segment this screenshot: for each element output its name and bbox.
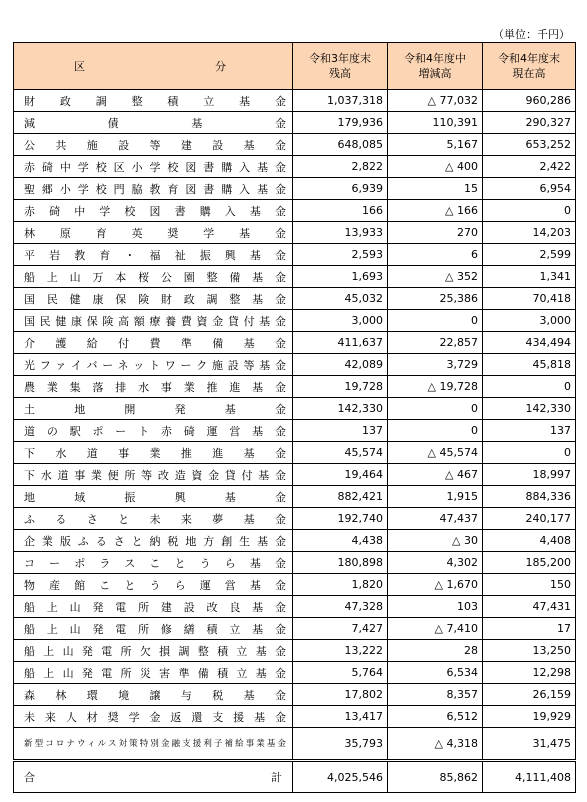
table-row bbox=[14, 112, 576, 134]
r3-balance: 13,222 bbox=[293, 640, 388, 662]
table-row bbox=[14, 442, 576, 464]
r3-balance: 137 bbox=[293, 420, 388, 442]
table-row bbox=[14, 376, 576, 398]
header-category-b: 分 bbox=[215, 59, 232, 73]
table-row bbox=[14, 684, 576, 706]
r4-change: △ 166 bbox=[388, 200, 483, 222]
r4-balance: 142,330 bbox=[483, 398, 576, 420]
r3-balance: 648,085 bbox=[293, 134, 388, 156]
r3-balance: 17,802 bbox=[293, 684, 388, 706]
r3-balance: 19,728 bbox=[293, 376, 388, 398]
r3-balance: 882,421 bbox=[293, 486, 388, 508]
r4-balance: 13,250 bbox=[483, 640, 576, 662]
fund-name: 企業版ふるさと納税地方創生基金 bbox=[14, 530, 293, 552]
r4-balance: 47,431 bbox=[483, 596, 576, 618]
total-change: 85,862 bbox=[388, 761, 483, 793]
table-row bbox=[14, 178, 576, 200]
table-row bbox=[14, 574, 576, 596]
r3-balance: 180,898 bbox=[293, 552, 388, 574]
header-category bbox=[14, 43, 293, 90]
fund-name: 聖郷小学校門脇教育図書購入基金 bbox=[14, 178, 293, 200]
r4-balance: 12,298 bbox=[483, 662, 576, 684]
r4-change: △ 1,670 bbox=[388, 574, 483, 596]
r4-balance: 185,200 bbox=[483, 552, 576, 574]
r4-change: 4,302 bbox=[388, 552, 483, 574]
r3-balance: 13,933 bbox=[293, 222, 388, 244]
fund-name: 地域振興基金 bbox=[14, 486, 293, 508]
r4-balance: 2,422 bbox=[483, 156, 576, 178]
table-row bbox=[14, 156, 576, 178]
r3-balance: 42,089 bbox=[293, 354, 388, 376]
r3-balance: 1,693 bbox=[293, 266, 388, 288]
table-row bbox=[14, 420, 576, 442]
total-label-a: 合 bbox=[24, 771, 35, 784]
fund-name: 農業集落排水事業推進基金 bbox=[14, 376, 293, 398]
r4-change: 8,357 bbox=[388, 684, 483, 706]
r4-change: △ 352 bbox=[388, 266, 483, 288]
r4-change: 15 bbox=[388, 178, 483, 200]
r4-change: 47,437 bbox=[388, 508, 483, 530]
table-row bbox=[14, 354, 576, 376]
r3-balance: 411,637 bbox=[293, 332, 388, 354]
header-category-a: 区 bbox=[74, 59, 91, 73]
table-row bbox=[14, 332, 576, 354]
r4-balance: 26,159 bbox=[483, 684, 576, 706]
table-row bbox=[14, 530, 576, 552]
r4-change: 6,534 bbox=[388, 662, 483, 684]
header-r3-balance: 令和3年度末 残高 bbox=[293, 43, 388, 90]
fund-name: 道の駅ポート赤碕運営基金 bbox=[14, 420, 293, 442]
r4-balance: 0 bbox=[483, 442, 576, 464]
fund-name: 船上山発電所欠損調整積立基金 bbox=[14, 640, 293, 662]
table-row bbox=[14, 486, 576, 508]
fund-name: 船上山万本桜公園整備基金 bbox=[14, 266, 293, 288]
table-row bbox=[14, 596, 576, 618]
r4-balance: 31,475 bbox=[483, 728, 576, 761]
unit-note: （単位：千円） bbox=[493, 28, 570, 41]
r4-change: △ 30 bbox=[388, 530, 483, 552]
r4-balance: 45,818 bbox=[483, 354, 576, 376]
r3-balance: 1,037,318 bbox=[293, 90, 388, 112]
table-row bbox=[14, 662, 576, 684]
r3-balance: 13,417 bbox=[293, 706, 388, 728]
fund-name: 平岩教育・福祉振興基金 bbox=[14, 244, 293, 266]
r3-balance: 6,939 bbox=[293, 178, 388, 200]
r4-change: 0 bbox=[388, 420, 483, 442]
fund-name: 未来人材奨学金返還支援基金 bbox=[14, 706, 293, 728]
r4-balance: 14,203 bbox=[483, 222, 576, 244]
r4-change: △ 45,574 bbox=[388, 442, 483, 464]
r3-balance: 19,464 bbox=[293, 464, 388, 486]
r3-balance: 3,000 bbox=[293, 310, 388, 332]
r4-balance: 884,336 bbox=[483, 486, 576, 508]
r4-balance: 150 bbox=[483, 574, 576, 596]
fund-name: 公共施設等建設基金 bbox=[14, 134, 293, 156]
fund-name: 赤碕中学校区小学校図書購入基金 bbox=[14, 156, 293, 178]
r4-balance: 2,599 bbox=[483, 244, 576, 266]
table-row bbox=[14, 90, 576, 112]
table-row bbox=[14, 728, 576, 761]
r3-balance: 35,793 bbox=[293, 728, 388, 761]
fund-balance-table bbox=[13, 42, 576, 793]
table-row bbox=[14, 134, 576, 156]
r4-balance: 3,000 bbox=[483, 310, 576, 332]
total-row bbox=[14, 761, 576, 793]
table-row bbox=[14, 288, 576, 310]
r3-balance: 7,427 bbox=[293, 618, 388, 640]
fund-name: 船上山発電所修繕積立基金 bbox=[14, 618, 293, 640]
r3-balance: 47,328 bbox=[293, 596, 388, 618]
r4-balance: 240,177 bbox=[483, 508, 576, 530]
r3-balance: 142,330 bbox=[293, 398, 388, 420]
fund-name: 土地開発基金 bbox=[14, 398, 293, 420]
r4-balance: 18,997 bbox=[483, 464, 576, 486]
fund-name: 新型コロナウィルス対策特別金融支援利子補給事業基金 bbox=[14, 728, 293, 761]
r3-balance: 1,820 bbox=[293, 574, 388, 596]
r4-balance: 0 bbox=[483, 200, 576, 222]
r4-change: △ 4,318 bbox=[388, 728, 483, 761]
table-row bbox=[14, 508, 576, 530]
header-r4-change: 令和4年度中 増減高 bbox=[388, 43, 483, 90]
r4-balance: 4,408 bbox=[483, 530, 576, 552]
r3-balance: 5,764 bbox=[293, 662, 388, 684]
fund-name: 物産館ことうら運営基金 bbox=[14, 574, 293, 596]
total-label-b: 計 bbox=[271, 771, 282, 784]
fund-name: 国民健康保険高額療養費資金貸付基金 bbox=[14, 310, 293, 332]
r4-balance: 6,954 bbox=[483, 178, 576, 200]
r4-change: △ 400 bbox=[388, 156, 483, 178]
r3-balance: 45,574 bbox=[293, 442, 388, 464]
r4-change: 28 bbox=[388, 640, 483, 662]
table-row bbox=[14, 706, 576, 728]
header-r4-balance: 令和4年度末 現在高 bbox=[483, 43, 576, 90]
r4-change: 22,857 bbox=[388, 332, 483, 354]
r4-balance: 19,929 bbox=[483, 706, 576, 728]
fund-name: 船上山発電所災害準備積立基金 bbox=[14, 662, 293, 684]
fund-name: コーポラスことうら基金 bbox=[14, 552, 293, 574]
fund-name: 林原育英奨学基金 bbox=[14, 222, 293, 244]
total-label bbox=[14, 761, 293, 793]
r3-balance: 2,593 bbox=[293, 244, 388, 266]
r4-change: △ 19,728 bbox=[388, 376, 483, 398]
r3-balance: 45,032 bbox=[293, 288, 388, 310]
table-row bbox=[14, 640, 576, 662]
fund-name: 光ファイバーネットワーク施設等基金 bbox=[14, 354, 293, 376]
table-row bbox=[14, 244, 576, 266]
table-row bbox=[14, 398, 576, 420]
total-r4: 4,111,408 bbox=[483, 761, 576, 793]
fund-name: 財政調整積立基金 bbox=[14, 90, 293, 112]
fund-name: 船上山発電所建設改良基金 bbox=[14, 596, 293, 618]
table-row bbox=[14, 464, 576, 486]
table-row bbox=[14, 618, 576, 640]
r4-balance: 17 bbox=[483, 618, 576, 640]
fund-name: ふるさと未来夢基金 bbox=[14, 508, 293, 530]
r4-change: △ 77,032 bbox=[388, 90, 483, 112]
r3-balance: 166 bbox=[293, 200, 388, 222]
table-row bbox=[14, 552, 576, 574]
r4-balance: 1,341 bbox=[483, 266, 576, 288]
r4-balance: 960,286 bbox=[483, 90, 576, 112]
fund-name: 赤碕中学校図書購入基金 bbox=[14, 200, 293, 222]
r4-change: 103 bbox=[388, 596, 483, 618]
r4-balance: 653,252 bbox=[483, 134, 576, 156]
table-row bbox=[14, 200, 576, 222]
table-row bbox=[14, 266, 576, 288]
table-row bbox=[14, 310, 576, 332]
r4-change: 1,915 bbox=[388, 486, 483, 508]
r4-change: 110,391 bbox=[388, 112, 483, 134]
r4-change: 0 bbox=[388, 310, 483, 332]
r4-change: 0 bbox=[388, 398, 483, 420]
r4-change: △ 467 bbox=[388, 464, 483, 486]
r4-change: 3,729 bbox=[388, 354, 483, 376]
r4-balance: 290,327 bbox=[483, 112, 576, 134]
r4-change: 6,512 bbox=[388, 706, 483, 728]
r4-change: 5,167 bbox=[388, 134, 483, 156]
fund-name: 下水道事業便所等改造資金貸付基金 bbox=[14, 464, 293, 486]
r4-change: 270 bbox=[388, 222, 483, 244]
r4-change: 25,386 bbox=[388, 288, 483, 310]
r3-balance: 179,936 bbox=[293, 112, 388, 134]
r4-balance: 137 bbox=[483, 420, 576, 442]
table-row bbox=[14, 222, 576, 244]
r4-change: △ 7,410 bbox=[388, 618, 483, 640]
r3-balance: 4,438 bbox=[293, 530, 388, 552]
r4-balance: 0 bbox=[483, 376, 576, 398]
fund-name: 介護給付費準備基金 bbox=[14, 332, 293, 354]
fund-name: 下水道事業推進基金 bbox=[14, 442, 293, 464]
total-r3: 4,025,546 bbox=[293, 761, 388, 793]
table-body bbox=[14, 90, 576, 761]
r3-balance: 192,740 bbox=[293, 508, 388, 530]
fund-name: 国民健康保険財政調整基金 bbox=[14, 288, 293, 310]
r4-balance: 70,418 bbox=[483, 288, 576, 310]
r4-balance: 434,494 bbox=[483, 332, 576, 354]
fund-name: 減債基金 bbox=[14, 112, 293, 134]
r4-change: 6 bbox=[388, 244, 483, 266]
r3-balance: 2,822 bbox=[293, 156, 388, 178]
header-row bbox=[14, 43, 576, 90]
fund-name: 森林環境譲与税基金 bbox=[14, 684, 293, 706]
